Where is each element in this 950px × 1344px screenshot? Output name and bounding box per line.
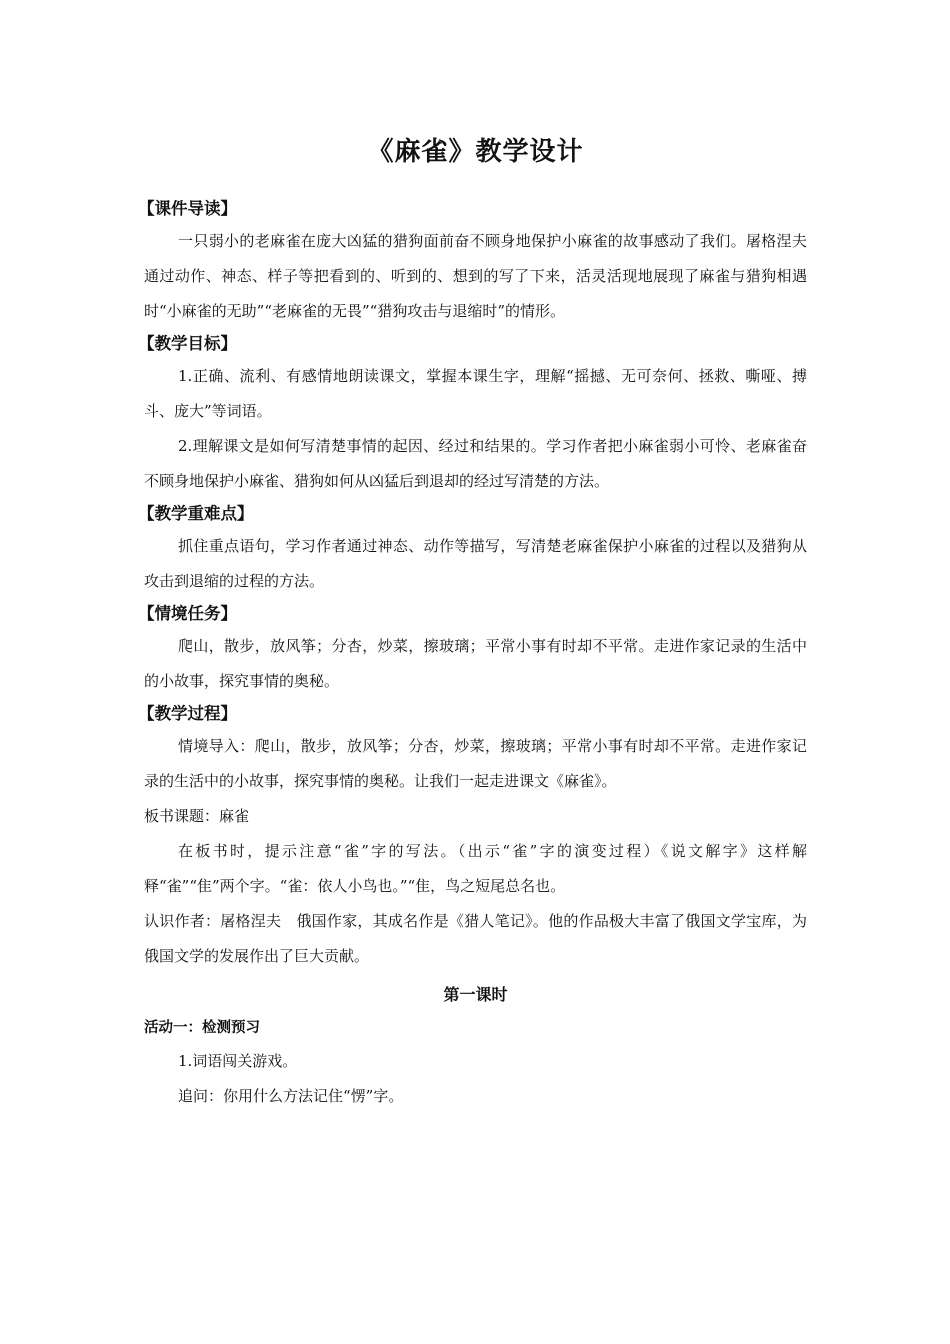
section-heading-courseware-guide: 【课件导读】 xyxy=(138,199,237,218)
section-heading-key-points: 【教学重难点】 xyxy=(138,504,254,523)
paragraph-goal-1: 1.正确、流利、有感情地朗读课文，掌握本课生字，理解“摇撼、无可奈何、拯救、嘶哑、搏斗、庞大”等词语。 xyxy=(144,367,807,420)
paragraph-key-points: 抓住重点语句，学习作者通过神态、动作等描写，写清楚老麻雀保护小麻雀的过程以及猎狗从攻击到退缩的过程的方法。 xyxy=(144,537,807,590)
document-title: 《麻雀》教学设计 xyxy=(367,137,584,167)
paragraph-board-title: 板书课题：麻雀 xyxy=(144,807,250,825)
section-heading-teaching-goals: 【教学目标】 xyxy=(138,334,237,353)
document-page xyxy=(138,130,807,1114)
paragraph-situation-task: 爬山，散步，放风筝；分杏，炒菜，擦玻璃；平常小事有时却不平常。走进作家记录的生活中的小故事，探究事情的奥秘。 xyxy=(144,637,807,690)
paragraph-courseware-guide: 一只弱小的老麻雀在庞大凶猛的猎狗面前奋不顾身地保护小麻雀的故事感动了我们。屠格涅夫通过动作、神态、样子等把看到的、听到的、想到的写了下来，活灵活现地展现了麻雀与猎狗相遇时“小麻雀的无助”“老麻雀的无畏”“猎狗攻击与退缩时”的情形。 xyxy=(144,232,807,320)
paragraph-board-writing: 在板书时，提示注意“雀”字的写法。（出示“雀”字的演变过程）《说文解字》这样解释“雀”“隹”两个字。“雀：依人小鸟也。”“隹，鸟之短尾总名也。 xyxy=(144,842,807,895)
paragraph-situation-intro: 情境导入：爬山，散步，放风筝；分杏，炒菜，擦玻璃；平常小事有时却不平常。走进作家记录的生活中的小故事，探究事情的奥秘。让我们一起走进课文《麻雀》。 xyxy=(144,737,807,790)
paragraph-author: 认识作者：屠格涅夫 俄国作家，其成名作是《猎人笔记》。他的作品极大丰富了俄国文学宝库，为俄国文学的发展作出了巨大贡献。 xyxy=(144,912,807,965)
lesson-heading: 第一课时 xyxy=(443,985,508,1004)
section-heading-situation-task: 【情境任务】 xyxy=(138,604,237,623)
section-heading-teaching-process: 【教学过程】 xyxy=(138,704,237,723)
activity-line-1: 1.词语闯关游戏。 xyxy=(178,1052,298,1070)
paragraph-goal-2: 2.理解课文是如何写清楚事情的起因、经过和结果的。学习作者把小麻雀弱小可怜、老麻雀奋不顾身地保护小麻雀、猎狗如何从凶猛后到退却的经过写清楚的方法。 xyxy=(144,437,807,490)
activity-line-2: 追问：你用什么方法记住“愣”字。 xyxy=(178,1087,404,1105)
activity-heading: 活动一：检测预习 xyxy=(144,1020,260,1036)
